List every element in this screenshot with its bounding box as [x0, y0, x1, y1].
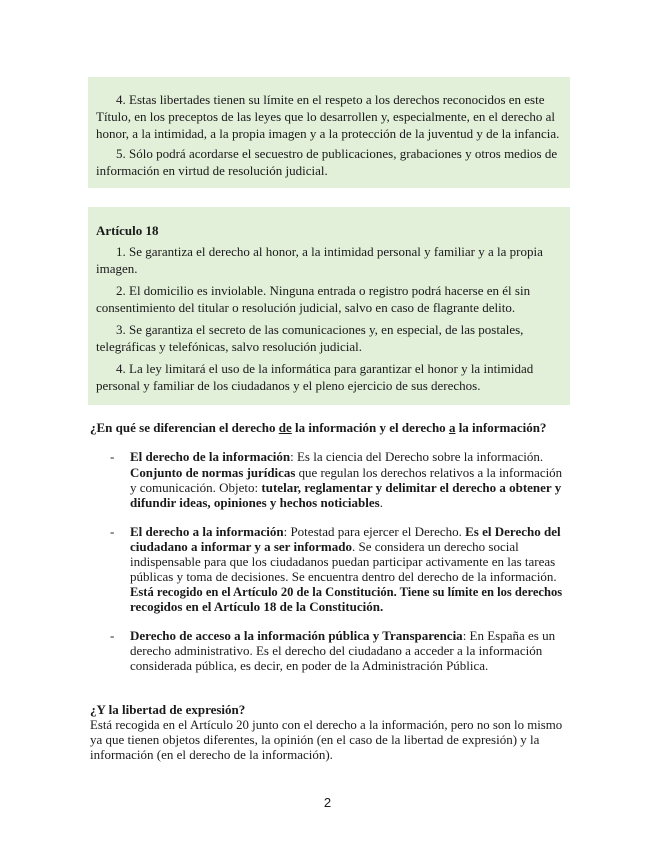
b1-text: : Es la ciencia del Derecho sobre la información.: [290, 449, 544, 464]
b2-text: : Potestad para ejercer el Derecho.: [283, 524, 466, 539]
b2-line1: [130, 524, 561, 540]
b1-term: El derecho de la información: [130, 449, 291, 464]
article-18-heading: Artículo 18: [96, 223, 159, 238]
freedom-line1: Está recogida en el Artículo 20 junto con el derecho a la información, pero no son lo mismo: [90, 717, 563, 732]
bullet-dash: -: [110, 449, 115, 464]
b1-text-3: y comunicación. Objeto:: [130, 480, 262, 495]
art20-p4-line1: 4. Estas libertades tienen su límite en el respeto a los derechos reconocidos en este: [116, 92, 545, 107]
b3-line3: considerada pública, es decir, en poder de la Administración Pública.: [130, 658, 489, 673]
b1-text-4: .: [379, 495, 383, 510]
b3-term: Derecho de acceso a la información pública y Transparencia: [130, 628, 463, 643]
b1-text-2: que regulan los derechos relativos a la información: [295, 465, 563, 480]
b2-line6: recogidos en el Artículo 18 de la Constitución.: [130, 599, 384, 614]
b2-bold-1b: Es el Derecho del: [465, 524, 561, 539]
b1-bold-2: Conjunto de normas jurídicas: [130, 465, 296, 480]
b2-line2: [130, 539, 519, 555]
b3-line1: [130, 628, 555, 644]
art20-p5-line1: 5. Sólo podrá acordarse el secuestro de publicaciones, grabaciones y otros medios de: [116, 146, 558, 161]
b3-text: : En España es un: [462, 628, 556, 643]
art18-p4-line1: 4. La ley limitará el uso de la informática para garantizar el honor y la intimidad: [116, 361, 534, 376]
art18-p3-line2: telegráficas y telefónicas, salvo resolución judicial.: [96, 339, 363, 354]
b2-line4: públicas y toma de decisiones. Se encuentra dentro del derecho de la información.: [130, 569, 557, 584]
art18-p2-line1: 2. El domicilio es inviolable. Ninguna entrada o registro podrá hacerse en él sin: [116, 283, 531, 298]
b2-line5: Está recogido en el Artículo 20 de la Constitución. Tiene su límite en los derechos: [130, 584, 563, 599]
art18-p1-line1: 1. Se garantiza el derecho al honor, a la intimidad personal y familiar y a la propia: [116, 244, 543, 259]
b1-line1: [130, 449, 543, 465]
freedom-line3: información (en el derecho de la información).: [90, 747, 333, 762]
b1-line4: [130, 495, 383, 511]
b1-bold-4: difundir ideas, opiniones y hechos noticiables: [130, 495, 380, 510]
b1-line2: [130, 465, 562, 481]
b2-bold-2: ciudadano a informar y a ser informado: [130, 539, 352, 554]
art20-p4-line2: Título, en los preceptos de las leyes que lo desarrollen y, especialmente, en el derecho al: [96, 109, 556, 124]
b2-term: El derecho a la información: [130, 524, 284, 539]
question-text-1: ¿En qué se diferencian el derecho: [90, 420, 279, 435]
b2-text-2: . Se considera un derecho social: [351, 539, 519, 554]
bullet-dash: -: [110, 524, 115, 539]
question-text-3: la información?: [455, 420, 547, 435]
question-underlined-de: de: [278, 420, 292, 435]
bullet-dash: -: [110, 628, 115, 643]
art18-p2-line2: consentimiento del titular o resolución judicial, salvo en caso de flagrante delito.: [96, 300, 516, 315]
freedom-line2: ya que tienen objetos diferentes, la opinión (en el caso de la libertad de expresión) y la: [90, 732, 540, 747]
page-number: 2: [323, 795, 332, 810]
b1-bold-3: tutelar, reglamentar y delimitar el derecho a obtener y: [261, 480, 562, 495]
b3-line2: derecho administrativo. Es el derecho del ciudadano a acceder a la información: [130, 643, 543, 658]
art20-p5-line2: información en virtud de resolución judicial.: [96, 163, 328, 178]
b2-line3: indispensable para que los ciudadanos puedan participar activamente en las tareas: [130, 554, 556, 569]
b1-line3: [130, 480, 561, 496]
art20-p4-line3: honor, a la intimidad, a la propia imagen y a la protección de la juventud y de la infancia.: [96, 126, 560, 141]
question-heading: [90, 420, 546, 436]
freedom-heading: ¿Y la libertad de expresión?: [90, 702, 246, 717]
art18-p4-line2: personal y familiar de los ciudadanos y el pleno ejercicio de sus derechos.: [96, 378, 481, 393]
question-underlined-a: a: [448, 420, 456, 435]
question-text-2: la información y el derecho: [291, 420, 449, 435]
art18-p3-line1: 3. Se garantiza el secreto de las comunicaciones y, en especial, de las postales,: [116, 322, 524, 337]
art18-p1-line2: imagen.: [96, 261, 138, 276]
